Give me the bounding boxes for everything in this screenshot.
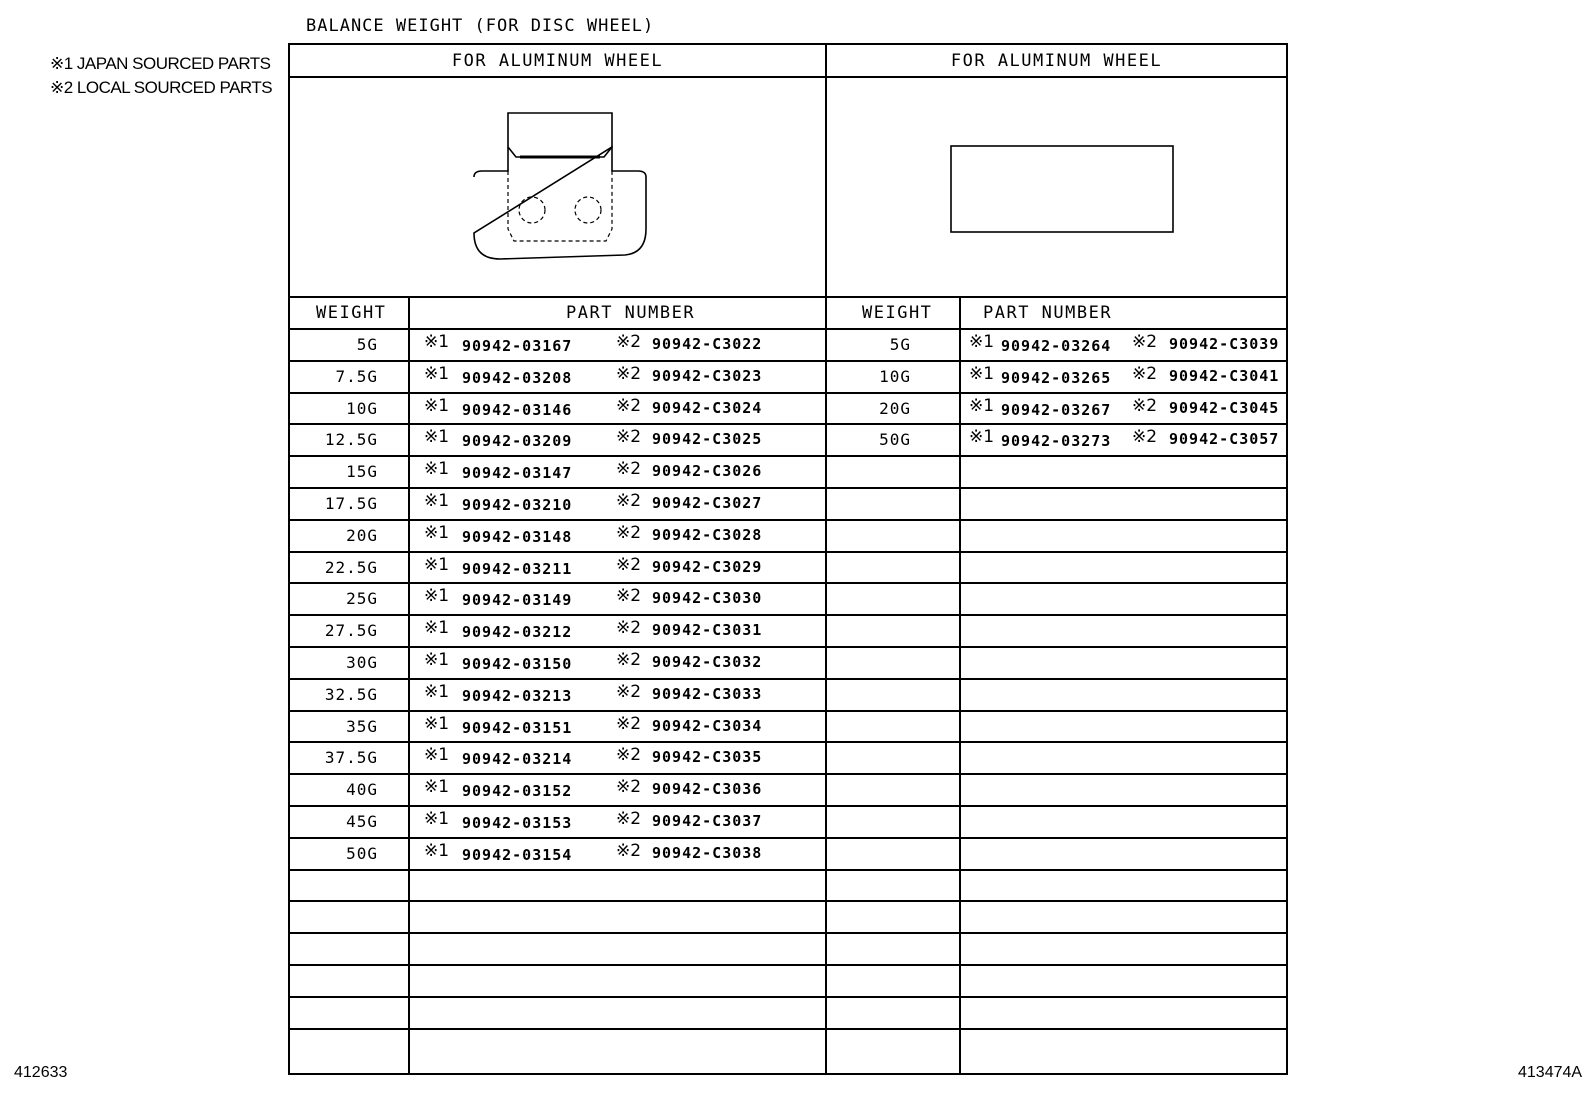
local-mark: ※2	[616, 523, 642, 543]
table-row	[290, 837, 1286, 869]
japan-part-number: 90942-03149	[462, 591, 573, 609]
japan-mark: ※1	[424, 777, 450, 797]
left-panel-header: FOR ALUMINUM WHEEL	[451, 51, 664, 71]
local-mark: ※2	[616, 459, 642, 479]
legend-japan-sourced: ※1 JAPAN SOURCED PARTS	[50, 54, 271, 73]
japan-part-number: 90942-03211	[462, 560, 573, 578]
japan-mark: ※1	[424, 523, 450, 543]
japan-mark: ※1	[424, 745, 450, 765]
table-row	[290, 773, 1286, 805]
adhesive-weight-illustration	[950, 145, 1176, 235]
weight-cell: 20G	[346, 526, 378, 545]
local-part-number: 90942-C3025	[652, 430, 763, 448]
table-row	[290, 360, 1286, 392]
japan-part-number: 90942-03152	[462, 782, 573, 800]
weight-cell: 45G	[346, 812, 378, 831]
japan-mark: ※1	[424, 809, 450, 829]
local-mark: ※2	[616, 809, 642, 829]
japan-part-number: 90942-03212	[462, 623, 573, 641]
japan-mark: ※1	[969, 332, 995, 352]
right-weight-column-header: WEIGHT	[862, 303, 933, 323]
japan-part-number: 90942-03267	[1001, 401, 1112, 419]
table-row	[290, 392, 1286, 424]
japan-mark: ※1	[424, 427, 450, 447]
illustration-ref-right: 413474A	[1518, 1064, 1583, 1081]
clip-on-weight-illustration	[460, 103, 660, 268]
weight-cell: 7.5G	[335, 367, 378, 386]
local-part-number: 90942-C3033	[652, 685, 763, 703]
japan-mark: ※1	[424, 364, 450, 384]
local-mark: ※2	[616, 714, 642, 734]
row-divider	[290, 996, 1286, 998]
japan-mark: ※1	[424, 396, 450, 416]
japan-mark: ※1	[969, 364, 995, 384]
row-divider	[290, 1028, 1286, 1030]
japan-part-number: 90942-03214	[462, 750, 573, 768]
table-row	[290, 328, 1286, 360]
local-mark: ※2	[616, 396, 642, 416]
weight-cell: 5G	[356, 335, 378, 354]
weight-cell: 50G	[346, 844, 378, 863]
local-part-number: 90942-C3035	[652, 748, 763, 766]
weight-cell: 40G	[346, 780, 378, 799]
local-mark: ※2	[616, 682, 642, 702]
row-divider	[290, 964, 1286, 966]
right-part-number-column-header: PART NUMBER	[983, 303, 1113, 323]
local-mark: ※2	[1132, 396, 1158, 416]
table-row	[290, 487, 1286, 519]
japan-part-number: 90942-03154	[462, 846, 573, 864]
local-part-number: 90942-C3032	[652, 653, 763, 671]
japan-part-number: 90942-03210	[462, 496, 573, 514]
weight-cell: 12.5G	[324, 430, 378, 449]
weight-cell: 50G	[879, 430, 911, 449]
japan-mark: ※1	[424, 491, 450, 511]
japan-part-number: 90942-03273	[1001, 432, 1112, 450]
japan-part-number: 90942-03148	[462, 528, 573, 546]
local-part-number: 90942-C3026	[652, 462, 763, 480]
japan-part-number: 90942-03151	[462, 719, 573, 737]
weight-cell: 27.5G	[324, 621, 378, 640]
weight-cell: 37.5G	[324, 748, 378, 767]
table-row	[290, 551, 1286, 583]
weight-cell: 10G	[346, 399, 378, 418]
row-divider	[290, 900, 1286, 902]
local-mark: ※2	[616, 841, 642, 861]
japan-mark: ※1	[424, 650, 450, 670]
table-row	[290, 423, 1286, 455]
local-mark: ※2	[616, 332, 642, 352]
japan-part-number: 90942-03208	[462, 369, 573, 387]
japan-part-number: 90942-03153	[462, 814, 573, 832]
parts-table	[288, 43, 1288, 1075]
japan-part-number: 90942-03265	[1001, 369, 1112, 387]
table-row	[290, 455, 1286, 487]
japan-part-number: 90942-03147	[462, 464, 573, 482]
japan-mark: ※1	[424, 332, 450, 352]
header-divider	[290, 76, 1286, 78]
local-mark: ※2	[616, 364, 642, 384]
local-mark: ※2	[616, 618, 642, 638]
japan-part-number: 90942-03264	[1001, 337, 1112, 355]
illustration-divider	[290, 296, 1286, 298]
japan-mark: ※1	[424, 618, 450, 638]
japan-part-number: 90942-03167	[462, 337, 573, 355]
weight-cell: 30G	[346, 653, 378, 672]
local-part-number: 90942-C3038	[652, 844, 763, 862]
japan-mark: ※1	[424, 586, 450, 606]
table-row	[290, 710, 1286, 742]
local-part-number: 90942-C3024	[652, 399, 763, 417]
page-title: BALANCE WEIGHT (FOR DISC WHEEL)	[306, 16, 655, 36]
illustration-ref-left: 412633	[14, 1064, 68, 1081]
japan-mark: ※1	[969, 427, 995, 447]
local-mark: ※2	[616, 777, 642, 797]
weight-cell: 17.5G	[324, 494, 378, 513]
local-part-number: 90942-C3045	[1169, 399, 1280, 417]
weight-cell: 35G	[346, 717, 378, 736]
weight-cell: 15G	[346, 462, 378, 481]
local-part-number: 90942-C3030	[652, 589, 763, 607]
table-row	[290, 678, 1286, 710]
local-part-number: 90942-C3029	[652, 558, 763, 576]
local-mark: ※2	[616, 650, 642, 670]
local-mark: ※2	[616, 555, 642, 575]
weight-cell: 32.5G	[324, 685, 378, 704]
row-divider	[290, 932, 1286, 934]
local-part-number: 90942-C3039	[1169, 335, 1280, 353]
local-part-number: 90942-C3041	[1169, 367, 1280, 385]
weight-cell: 22.5G	[324, 558, 378, 577]
local-mark: ※2	[616, 491, 642, 511]
japan-part-number: 90942-03146	[462, 401, 573, 419]
local-mark: ※2	[1132, 332, 1158, 352]
local-mark: ※2	[616, 427, 642, 447]
table-row	[290, 741, 1286, 773]
weight-cell: 10G	[879, 367, 911, 386]
local-mark: ※2	[1132, 427, 1158, 447]
japan-mark: ※1	[424, 841, 450, 861]
local-mark: ※2	[616, 586, 642, 606]
local-part-number: 90942-C3031	[652, 621, 763, 639]
local-part-number: 90942-C3027	[652, 494, 763, 512]
table-row	[290, 614, 1286, 646]
japan-mark: ※1	[424, 555, 450, 575]
table-row	[290, 582, 1286, 614]
local-part-number: 90942-C3034	[652, 717, 763, 735]
weight-cell: 5G	[889, 335, 911, 354]
local-mark: ※2	[1132, 364, 1158, 384]
local-part-number: 90942-C3057	[1169, 430, 1280, 448]
table-row	[290, 519, 1286, 551]
left-part-number-column-header: PART NUMBER	[566, 303, 696, 323]
right-panel-header: FOR ALUMINUM WHEEL	[950, 51, 1163, 71]
japan-mark: ※1	[969, 396, 995, 416]
local-part-number: 90942-C3037	[652, 812, 763, 830]
japan-part-number: 90942-03150	[462, 655, 573, 673]
local-mark: ※2	[616, 745, 642, 765]
local-part-number: 90942-C3023	[652, 367, 763, 385]
japan-part-number: 90942-03209	[462, 432, 573, 450]
weight-cell: 25G	[346, 589, 378, 608]
table-row	[290, 805, 1286, 837]
local-part-number: 90942-C3028	[652, 526, 763, 544]
japan-mark: ※1	[424, 714, 450, 734]
local-part-number: 90942-C3036	[652, 780, 763, 798]
local-part-number: 90942-C3022	[652, 335, 763, 353]
weight-cell: 20G	[879, 399, 911, 418]
japan-part-number: 90942-03213	[462, 687, 573, 705]
left-weight-column-header: WEIGHT	[316, 303, 387, 323]
japan-mark: ※1	[424, 459, 450, 479]
japan-mark: ※1	[424, 682, 450, 702]
row-divider	[290, 869, 1286, 871]
table-row	[290, 646, 1286, 678]
legend-local-sourced: ※2 LOCAL SOURCED PARTS	[50, 78, 273, 97]
